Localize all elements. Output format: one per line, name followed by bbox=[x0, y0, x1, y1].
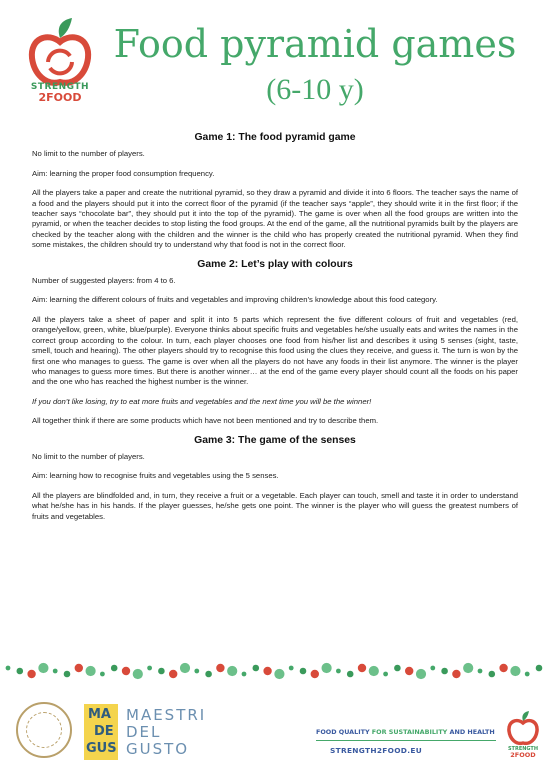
decorative-dot bbox=[510, 666, 520, 676]
decorative-dot bbox=[430, 666, 435, 671]
logo-wordmark bbox=[24, 82, 96, 104]
game-2-tip: If you don’t like losing, try to eat more fruits and vegetables and the next time you will be the winner! bbox=[32, 396, 372, 406]
page-title: Food pyramid games bbox=[113, 22, 517, 66]
decorative-dot bbox=[216, 664, 224, 672]
decorative-dot bbox=[489, 671, 496, 678]
decorative-dot bbox=[180, 663, 190, 673]
decorative-dot bbox=[289, 666, 294, 671]
decorative-dot bbox=[17, 668, 24, 675]
decorative-dot bbox=[27, 670, 35, 678]
footer-website-link[interactable]: STRENGTH2FOOD.EU bbox=[330, 746, 423, 755]
decorative-dot bbox=[75, 664, 83, 672]
decorative-dot bbox=[158, 668, 165, 675]
decorative-dot bbox=[369, 666, 379, 676]
game-2-description: All the players take a sheet of paper and split it into 5 parts which represent the five different colours of fruit and vegetables (red, orange/yellow, green, white, blue/purple). Everyone thinks about specific fruits and vegetables he/she usually eats and writes the names in the correct group according to the colour. In turn, each player chooses one food from his/her list and describes it using 5 senses (sight, taste, smell, touch and hearing). The other players should try to recognise this food using the clues they receive, and guess it. The turn is won by the first one who manages to guess. The game is over when all the players do not have any foods in their list anymore. The winner is the player who manages to guess more times. But there is another winner… at the end of the game every player should count all the foods on his paper and the one who has reached the highest number is the winner. bbox=[32, 314, 518, 387]
decorative-dot bbox=[227, 666, 237, 676]
footer-tagline bbox=[316, 728, 495, 736]
logo-word-bottom: 2FOOD bbox=[38, 91, 82, 104]
mdg-word-3: GUSTO bbox=[126, 740, 190, 758]
tagline-rule bbox=[316, 740, 496, 741]
decorative-dot bbox=[122, 667, 130, 675]
decorative-dot bbox=[416, 669, 426, 679]
game-3-section bbox=[32, 436, 518, 522]
decorative-dot bbox=[452, 670, 460, 678]
decorative-dot bbox=[111, 665, 118, 672]
decorative-dot bbox=[463, 663, 473, 673]
decorative-dot bbox=[347, 671, 354, 678]
decorative-dot bbox=[242, 672, 247, 677]
decorative-dot bbox=[147, 666, 152, 671]
tagline-part-3: AND HEALTH bbox=[449, 728, 495, 736]
decorative-dot bbox=[263, 667, 271, 675]
tagline-part-1: FOOD QUALITY bbox=[316, 728, 372, 736]
game-2-heading: Game 2: Let’s play with colours bbox=[197, 258, 353, 270]
decorative-dot bbox=[194, 669, 199, 674]
decorative-dot bbox=[525, 672, 530, 677]
decorative-dot bbox=[311, 670, 319, 678]
game-1-heading: Game 1: The food pyramid game bbox=[194, 132, 356, 143]
mdg-letter-2: DE bbox=[94, 724, 114, 739]
decorative-dot bbox=[205, 671, 212, 678]
decorative-dot bbox=[405, 667, 413, 675]
decorative-dot bbox=[441, 668, 448, 675]
tagline-part-2: FOR SUSTAINABILITY bbox=[371, 728, 450, 736]
decorative-dot bbox=[383, 672, 388, 677]
footer bbox=[0, 690, 550, 777]
mdg-letter-1: MA bbox=[88, 707, 111, 722]
decorative-dot bbox=[274, 669, 284, 679]
game-1-players: No limit to the number of players. bbox=[32, 149, 145, 159]
mdg-word-1: MAESTRI bbox=[126, 706, 207, 724]
decorative-dot bbox=[536, 665, 543, 672]
game-1-section bbox=[32, 133, 518, 251]
document-body bbox=[32, 133, 518, 531]
decorative-dot bbox=[169, 670, 177, 678]
decorative-dot bbox=[133, 669, 143, 679]
mdg-letter-3: GUS bbox=[86, 741, 117, 756]
footer-logo-wordmark bbox=[500, 746, 546, 759]
page-subtitle: (6-10 y) bbox=[266, 73, 364, 106]
decorative-dot bbox=[322, 663, 332, 673]
game-2-closing: All together think if there are some products which have not been mentioned and try to describe them. bbox=[32, 416, 379, 426]
decorative-dot bbox=[38, 663, 48, 673]
decorative-dot bbox=[300, 668, 307, 675]
footer-logo-word-bottom: 2FOOD bbox=[510, 751, 536, 759]
mdg-word-2: DEL bbox=[126, 723, 162, 741]
footer-logo-word-top: STRENGTH bbox=[507, 746, 539, 752]
decorative-dot bbox=[64, 671, 71, 678]
game-3-description: All the players are blindfolded and, in turn, they receive a fruit or a vegetable. Each player can touch, smell and taste it in order to understand what he/she has in his hands. If the player guesses, he/she gets one point. The winner is the player who will guess the greatest numbers of fruits and vegetables. bbox=[32, 490, 518, 521]
game-3-players: No limit to the number of players. bbox=[32, 451, 145, 461]
decorative-dot bbox=[394, 665, 401, 672]
decorative-dot bbox=[499, 664, 507, 672]
dots-divider bbox=[0, 660, 550, 682]
decorative-dot bbox=[100, 672, 105, 677]
maestri-del-gusto-logo bbox=[84, 704, 234, 760]
decorative-dot bbox=[478, 669, 483, 674]
game-1-aim: Aim: learning the proper food consumption frequency. bbox=[32, 168, 215, 178]
game-3-heading: Game 3: The game of the senses bbox=[194, 434, 356, 446]
decorative-dot bbox=[336, 669, 341, 674]
seal-inner-ring bbox=[26, 712, 62, 748]
game-1-description: All the players take a paper and create the nutritional pyramid, so they draw a pyramid and divide it into 6 floors. The teacher says the name of a food and the players should put it into the correct floor of the pyramid (if the teacher says “apple”, they should write it in the first floor; if the teacher says “chocolate bar”, they should put it into the top of the pyramid). The game is over when all the food groups are written into the pyramid, or when the teacher decides to stop listing the food groups. At the end of the game, all the nutritional pyramids built by the players are checked by the teacher along with the children and the winner is the child who has properly created the nutritional pyramid. When they find some mistakes, the children should try to understand why that food is not in the correct floor. bbox=[32, 188, 518, 250]
decorative-dot bbox=[358, 664, 366, 672]
university-seal-icon bbox=[16, 702, 72, 758]
decorative-dot bbox=[6, 666, 11, 671]
decorative-dot bbox=[53, 669, 58, 674]
game-3-aim: Aim: learning how to recognise fruits and vegetables using the 5 senses. bbox=[32, 471, 279, 481]
decorative-dot bbox=[86, 666, 96, 676]
game-2-aim: Aim: learning the different colours of fruits and vegetables and improving children’s knowledge about this food category. bbox=[32, 295, 438, 305]
game-2-players: Number of suggested players: from 4 to 6. bbox=[32, 276, 176, 286]
game-2-section bbox=[32, 260, 518, 427]
logo-word-top: STRENGTH bbox=[30, 82, 90, 92]
decorative-dot bbox=[253, 665, 260, 672]
